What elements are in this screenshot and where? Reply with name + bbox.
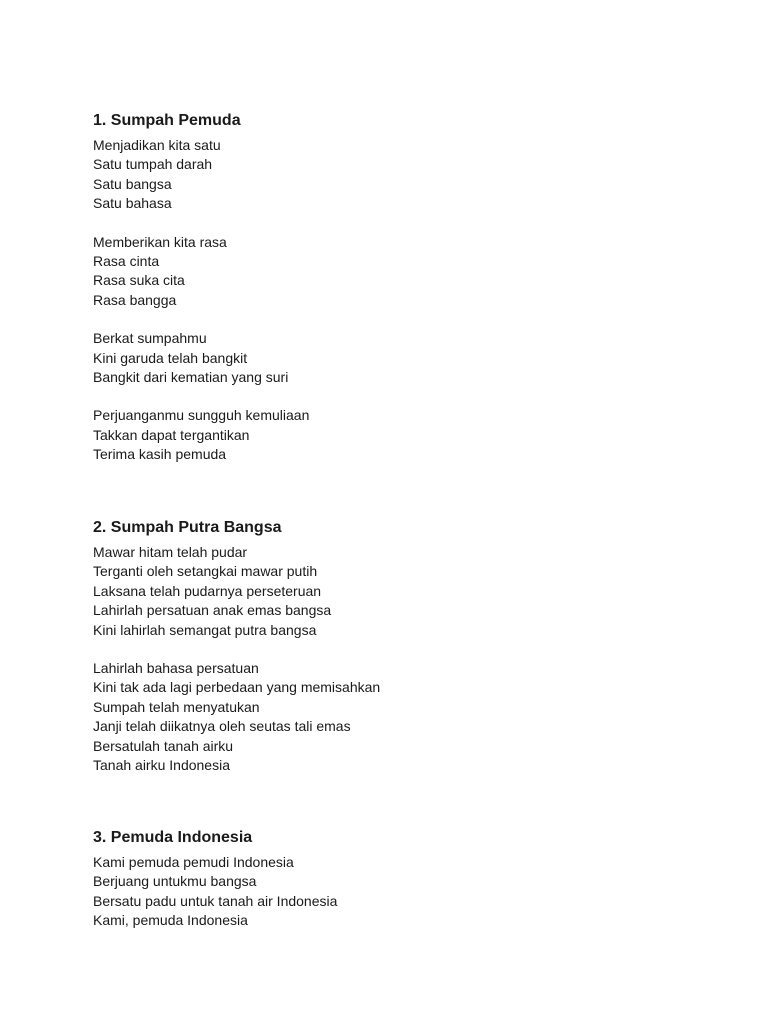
poem-line: Laksana telah pudarnya perseteruan	[93, 582, 322, 599]
stanza-spacer	[93, 214, 309, 233]
poem-line: Bersatulah tanah airku	[93, 737, 234, 754]
poem-line: Bersatu padu untuk tanah air Indonesia	[93, 892, 338, 909]
stanza	[93, 136, 309, 214]
poem-line: Janji telah diikatnya oleh seutas tali emas	[93, 718, 351, 735]
poem-line: Lahirlah persatuan anak emas bangsa	[93, 602, 332, 619]
stanza-spacer	[93, 310, 309, 329]
poem-line: Berjuang untukmu bangsa	[93, 873, 257, 890]
poem-line: Mawar hitam telah pudar	[93, 544, 248, 560]
poem-line: Satu bangsa	[93, 175, 172, 192]
poem-line: Takkan dapat tergantikan	[93, 426, 250, 443]
poem-pemuda-indonesia	[93, 828, 337, 931]
poem-line: Kini lahirlah semangat putra bangsa	[93, 621, 317, 638]
poem-line: Kami pemuda pemudi Indonesia	[93, 854, 294, 870]
poem-line: Rasa suka cita	[93, 272, 185, 289]
stanza-spacer	[93, 387, 309, 406]
poem-line: Menjadikan kita satu	[93, 137, 221, 153]
poem-line: Kami, pemuda Indonesia	[93, 912, 248, 929]
stanza	[93, 853, 337, 931]
poem-line: Lahirlah bahasa persatuan	[93, 660, 259, 677]
poem-title: 3. Pemuda Indonesia	[93, 829, 253, 846]
stanza	[93, 659, 380, 775]
stanza	[93, 406, 309, 464]
poem-line: Satu tumpah darah	[93, 156, 213, 173]
poem-line: Kini garuda telah bangkit	[93, 349, 248, 366]
poem-line: Terganti oleh setangkai mawar putih	[93, 563, 318, 580]
poem-line: Berkat sumpahmu	[93, 330, 207, 347]
stanza	[93, 329, 309, 387]
poem-line: Bangkit dari kematian yang suri	[93, 369, 289, 386]
poem-line: Rasa cinta	[93, 253, 160, 270]
poem-line: Sumpah telah menyatukan	[93, 698, 260, 715]
stanza-spacer	[93, 640, 380, 659]
poem-line: Kini tak ada lagi perbedaan yang memisahkan	[93, 679, 381, 696]
poem-title: 2. Sumpah Putra Bangsa	[93, 519, 282, 536]
poem-line: Tanah airku Indonesia	[93, 757, 230, 774]
poem-line: Perjuanganmu sungguh kemuliaan	[93, 407, 310, 424]
poem-sumpah-pemuda	[93, 111, 309, 465]
poem-sumpah-putra-bangsa	[93, 518, 380, 775]
poem-line: Rasa bangga	[93, 291, 177, 308]
poem-line: Satu bahasa	[93, 195, 172, 212]
stanza	[93, 543, 380, 640]
stanza	[93, 233, 309, 311]
poem-line: Terima kasih pemuda	[93, 446, 227, 463]
poem-title: 1. Sumpah Pemuda	[93, 112, 241, 129]
poem-line: Memberikan kita rasa	[93, 233, 227, 250]
